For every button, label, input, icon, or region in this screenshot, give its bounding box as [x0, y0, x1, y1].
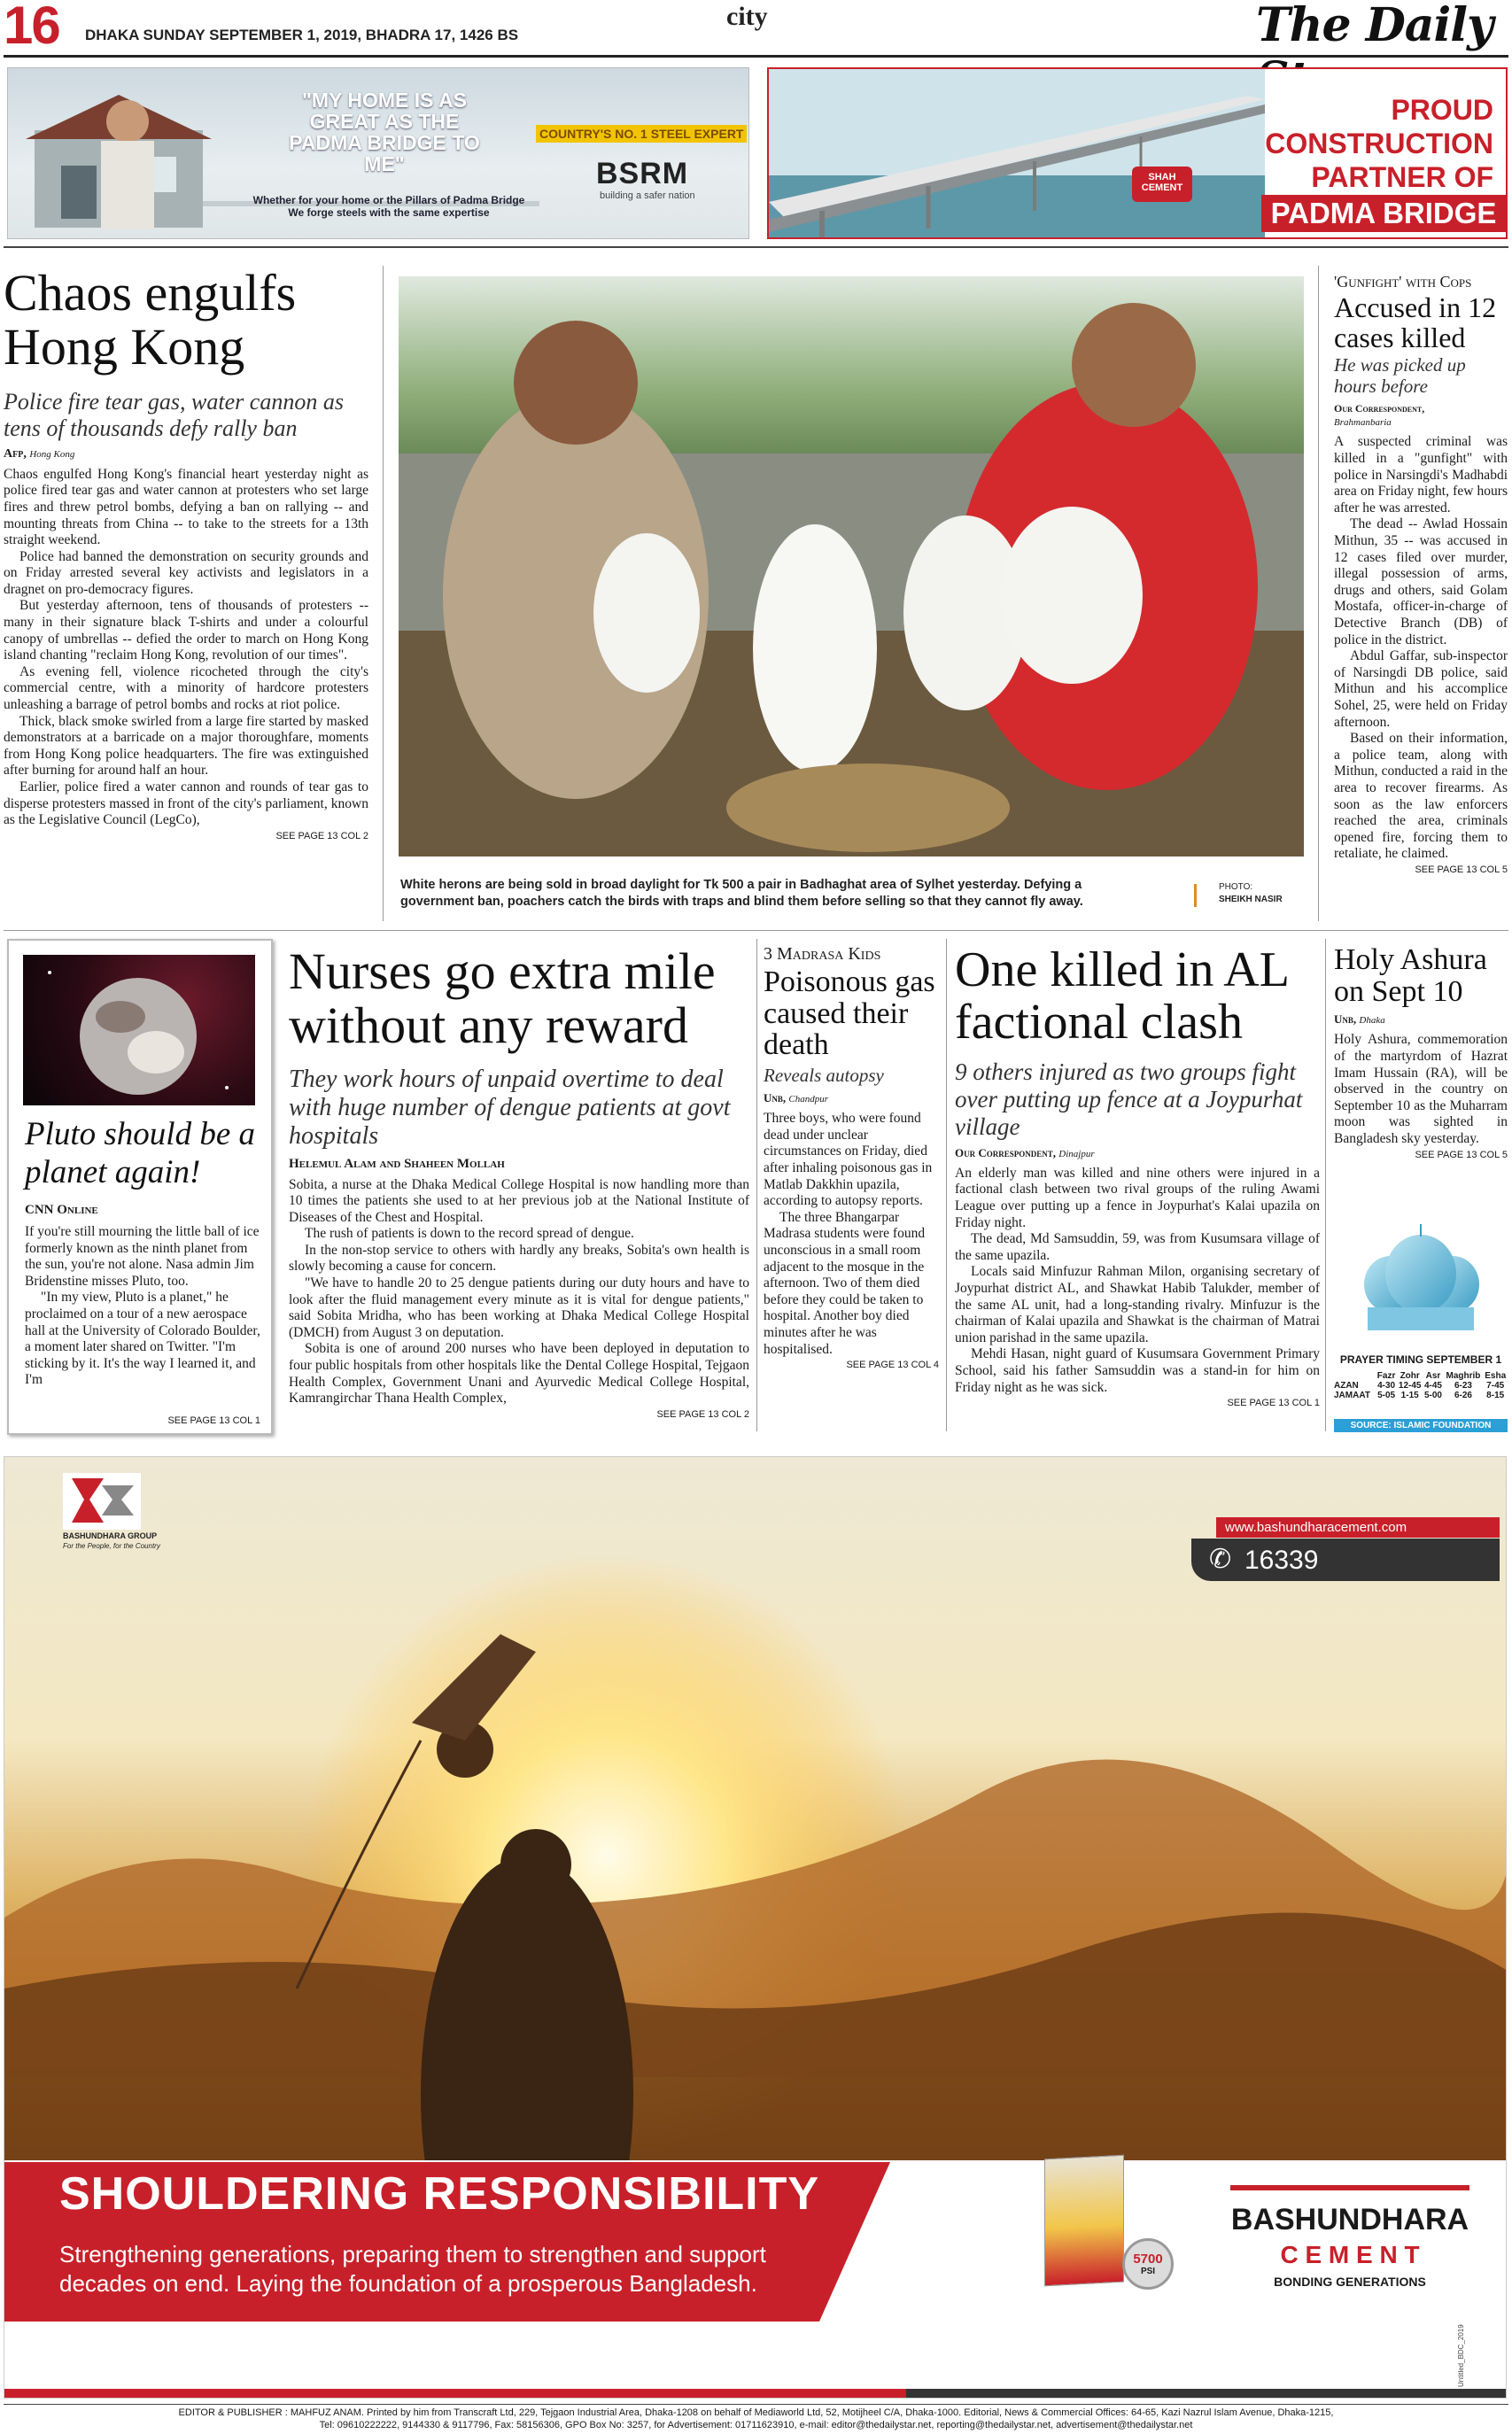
madrasa-see-page[interactable]: SEE PAGE 13 COL 4	[846, 1360, 939, 1371]
hk-headline[interactable]: Chaos engulfs Hong Kong	[4, 264, 297, 376]
byline-place: Dinajpur	[1058, 1148, 1095, 1159]
prayer-cell: JAMAAT	[1334, 1391, 1370, 1400]
heron-photo	[399, 276, 1304, 857]
psi-badge	[1122, 2238, 1174, 2290]
section-name: city	[726, 2, 768, 31]
ad-brand-tag: BONDING GENERATIONS	[1274, 2275, 1426, 2289]
shah-cement-ad[interactable]	[767, 67, 1508, 239]
planet-illustration	[23, 955, 255, 1105]
bashundhara-group-name: BASHUNDHARA GROUP	[63, 1531, 158, 1540]
gunfight-deck: He was picked up hours before	[1334, 354, 1466, 398]
photo-illustration	[399, 276, 1304, 857]
shah-line1: PROUD	[1391, 94, 1493, 126]
prayer-cell: 12-45	[1398, 1381, 1422, 1391]
shah-line4: PADMA BRIDGE	[1261, 195, 1506, 232]
ad-subtext: Strengthening generations, preparing them to strengthen and support decades on end. Laying the foundation of a prosperous Bangladesh.	[59, 2241, 766, 2297]
prayer-header-row	[1334, 1371, 1508, 1381]
column-rule	[1325, 939, 1326, 1431]
madrasa-kicker: 3 Madrasa Kids	[764, 944, 881, 964]
paragraph: Based on their information, a police team, along with Mithun, conducted a raid in the area to recover firearms. As soon as the law enforcers reached the area, criminals opened fire, forcing them to retaliate, he claimed.	[1334, 731, 1508, 862]
byline-agency: Our Correspondent,	[1334, 402, 1425, 415]
paragraph: Mehdi Hasan, night guard of Kusumsara Government Primary School, said his father Samsuddin was a stand-in for him on Friday night as he was sick.	[955, 1346, 1320, 1395]
prayer-row	[1334, 1391, 1508, 1400]
ashura-story	[1334, 944, 1508, 1160]
divider	[4, 246, 1508, 248]
prayer-cell: 4-45	[1423, 1381, 1442, 1391]
nurses-see-page[interactable]: SEE PAGE 13 COL 2	[656, 1408, 749, 1420]
paragraph: If you're still mourning the little ball of ice formerly known as the ninth planet from the sun, you're not alone. Nasa admin Jim Bridenstine misses Pluto, too.	[25, 1224, 260, 1289]
prayer-cell: 7-45	[1486, 1381, 1505, 1391]
bsrm-brand-sub: building a safer nation	[600, 190, 695, 201]
prayer-cell: 1-15	[1400, 1391, 1419, 1400]
bashundhara-group-logo	[63, 1473, 141, 1530]
footer-imprint-line1: EDITOR & PUBLISHER : MAHFUZ ANAM. Printed by him from Transcraft Ltd, 229, Tejgaon Industrial Area, Dhaka-1208 on behalf of Mediaworld Ltd, 52, Motijheel C/A, Dhaka-1000. Editorial, News & Commercial Offices: 64-65, Kazi Nazrul Islam Avenue, Dhaka-1215,	[178, 2407, 1334, 2418]
gunfight-story	[1334, 273, 1508, 875]
hk-deck: Police fire tear gas, water cannon as tens of thousands defy rally ban	[4, 388, 344, 441]
paragraph: The dead, Md Samsuddin, 59, was from Kusumsara village of the same upazila.	[955, 1231, 1320, 1263]
column-rule	[1318, 266, 1319, 921]
prayer-cell: 8-15	[1486, 1391, 1505, 1400]
al-clash-body	[955, 1166, 1320, 1396]
cement-bag-image	[1044, 2155, 1124, 2287]
gunfight-body	[1334, 434, 1508, 862]
byline-agency: Afp,	[4, 446, 27, 461]
psi-value: 5700	[1133, 2252, 1163, 2267]
caption-bar	[1194, 884, 1197, 907]
paragraph: Holy Ashura, commemoration of the martyrdom of Hazrat Imam Hussain (RA), will be observed in the country on September 10 as the Muharram moon was sighted in Bangladesh sky yesterday.	[1334, 1032, 1508, 1146]
footer-imprint-line2: Tel: 09610222222, 9144330 & 9117796, Fax: 58156306, GPO Box No: 3257, for Advertisement: 01711623910, e-mail: editor@thedailystar.net, reporting@thedailystar.net, advertisement@thedailystar.net	[319, 2420, 1193, 2430]
prayer-cell: AZAN	[1334, 1381, 1359, 1391]
byline-agency: Our Correspondent,	[955, 1145, 1057, 1159]
prayer-source: SOURCE: ISLAMIC FOUNDATION	[1334, 1419, 1508, 1432]
paragraph: Locals said Minfuzur Rahman Milon, organising secretary of Joypurhat district AL, and Shawkat Habib Talukder, member of the same AL unit, had a long-standing rivalry. Minfuzur is the chairman of Kalai upazila and Shawkat is the chairman of Matrai union parishad in the same upazila.	[955, 1264, 1320, 1345]
al-clash-see-page[interactable]: SEE PAGE 13 COL 1	[1227, 1398, 1320, 1409]
bashundhara-group-tag: For the People, for the Country	[63, 1542, 160, 1550]
ashura-headline[interactable]: Holy Ashura on Sept 10	[1334, 943, 1487, 1008]
bashundhara-cement-ad[interactable]	[4, 1456, 1507, 2399]
al-clash-story	[955, 944, 1320, 1408]
ad-headline: SHOULDERING RESPONSIBILITY	[59, 2168, 820, 2220]
ad-url[interactable]: www.bashundharacement.com	[1216, 1517, 1500, 1538]
al-clash-headline[interactable]: One killed in AL factional clash	[955, 942, 1288, 1050]
hk-body	[4, 467, 368, 829]
pluto-body	[25, 1224, 260, 1389]
ashura-body	[1334, 1032, 1508, 1147]
column-rule	[756, 939, 757, 1431]
prayer-cell: 5-00	[1423, 1391, 1442, 1400]
ashura-see-page[interactable]: SEE PAGE 13 COL 5	[1415, 1149, 1508, 1160]
ad-brand-cement: C E M E N T	[1280, 2241, 1420, 2268]
ad-hotline[interactable]	[1191, 1539, 1500, 1581]
prayer-header-cell: Maghrib	[1446, 1371, 1481, 1381]
pluto-headline[interactable]: Pluto should be a planet again!	[25, 1116, 256, 1190]
shah-line2: CONSTRUCTION	[1265, 128, 1493, 159]
bsrm-footer: Whether for your home or the Pillars of Padma Bridge We forge steels with the same expertise	[252, 194, 525, 219]
paragraph: Sobita, a nurse at the Dhaka Medical College Hospital is now handling more than 10 times the patients she used to at her previous job at the National Institute of Diseases of the Chest and Hospital.	[289, 1176, 749, 1225]
gunfight-headline[interactable]: Accused in 12 cases killed	[1334, 291, 1497, 353]
prayer-table	[1334, 1371, 1508, 1400]
bsrm-tag: COUNTRY'S NO. 1 STEEL EXPERT	[536, 125, 747, 143]
hk-see-page[interactable]: SEE PAGE 13 COL 2	[275, 830, 368, 841]
prayer-title: PRAYER TIMING SEPTEMBER 1	[1339, 1353, 1502, 1366]
byline-agency: Unb,	[764, 1091, 787, 1105]
pluto-byline: CNN Online	[25, 1203, 98, 1217]
paragraph: An elderly man was killed and nine others were injured in a factional clash between two rival groups of the ruling Awami League over putting up a fence in Joypurhat's Kalai upazila on Friday night.	[955, 1165, 1320, 1230]
ad-side-code: Untitled_BDC_2019	[1457, 2324, 1465, 2387]
bsrm-ad[interactable]	[7, 67, 749, 239]
masthead-rule	[4, 55, 1508, 58]
prayer-cell: 6-26	[1454, 1391, 1472, 1400]
paragraph: In the non-stop service to others with hardly any breaks, Sobita's own health is slowly becoming a cause for concern.	[289, 1242, 749, 1275]
prayer-header-cell: Fazr	[1376, 1371, 1396, 1381]
paragraph: Abdul Gaffar, sub-inspector of Narsingdi DB police, said Mithun and his accomplice Sohel, 25, were held on Friday afternoon.	[1334, 648, 1508, 730]
prayer-cell: 6-23	[1454, 1381, 1472, 1391]
prayer-cell: 4-30	[1377, 1381, 1396, 1391]
photo-credit-label: PHOTO:	[1219, 882, 1253, 892]
nurses-headline[interactable]: Nurses go extra mile without any reward	[289, 942, 716, 1055]
ad-bottom-stripe	[4, 2389, 1507, 2398]
prayer-timing-box	[1334, 1210, 1508, 1437]
madrasa-deck: Reveals autopsy	[764, 1065, 884, 1087]
ashura-byline	[1334, 1012, 1508, 1027]
madrasa-body	[764, 1111, 939, 1358]
bsrm-brand: BSRM	[596, 157, 689, 190]
paragraph: Three boys, who were found dead under unclear circumstances on Friday, died after inhaling poisonous gas in Matlab Dakkhin upazila, according to autopsy reports.	[764, 1111, 933, 1209]
al-clash-deck: 9 others injured as two groups fight over putting up fence at a Joypurhat village	[955, 1058, 1303, 1140]
padma-bridge-illustration	[769, 69, 1265, 237]
nurses-deck: They work hours of unpaid overtime to deal with huge number of dengue patients at govt hospitals	[289, 1065, 731, 1151]
photo-caption: White herons are being sold in broad daylight for Tk 500 a pair in Badhaghat area of Sylhet yesterday. Defying a government ban, poachers catch the birds with traps and blind them before selling so that they cannot fly away.	[400, 878, 1083, 909]
paragraph: The three Bhangarpar Madrasa students were found unconscious in a small room adjacent to the mosque in the afternoon. Two of them died before they could be taken to hospital. Another boy died minutes after he was hospitalised.	[764, 1209, 926, 1357]
page-number: 16	[4, 0, 59, 55]
hotline-number: 16339	[1244, 1546, 1319, 1575]
bsrm-slogan: "MY HOME IS AS GREAT AS THE PADMA BRIDGE TO ME"	[289, 89, 480, 176]
prayer-header-cell	[1334, 1371, 1376, 1381]
ad-brand-block	[1230, 2185, 1469, 2300]
pluto-see-page[interactable]: SEE PAGE 13 COL 1	[167, 1415, 260, 1426]
pluto-box	[7, 939, 273, 1435]
column-rule	[946, 939, 947, 1431]
madrasa-story	[764, 944, 939, 1370]
shah-cement-logo: SHAH CEMENT	[1141, 172, 1183, 194]
gunfight-byline	[1334, 402, 1508, 429]
nurses-byline: Helemul Alam and Shaheen Mollah	[289, 1156, 505, 1171]
prayer-cell: 5-05	[1377, 1391, 1396, 1400]
paragraph: Thick, black smoke swirled from a large fire started by masked demonstrators at a barricade on a major thoroughfare, moments from Hong Kong police headquarters. The fire was extinguished after burning for around half an hour.	[4, 713, 368, 779]
divider	[4, 930, 1508, 931]
gunfight-kicker: 'Gunfight' with Cops	[1334, 273, 1472, 291]
madrasa-byline	[764, 1091, 939, 1105]
gunfight-see-page[interactable]: SEE PAGE 13 COL 5	[1415, 864, 1508, 875]
mosque-domes-icon	[1355, 1210, 1486, 1336]
paragraph: Chaos engulfed Hong Kong's financial heart yesterday night as police fired tear gas and water cannon at protesters who set large fires and threw petrol bombs, defying a ban on rallying -- and mounting threats from China -- to take to the streets for a 13th straight weekend.	[4, 466, 368, 548]
phone-icon: ✆	[1209, 1545, 1232, 1574]
hong-kong-story	[4, 266, 368, 841]
madrasa-headline[interactable]: Poisonous gas caused their death	[764, 965, 935, 1062]
column-rule	[383, 266, 384, 921]
paragraph: The rush of patients is down to the record spread of dengue.	[305, 1226, 634, 1242]
footer-rule	[4, 2404, 1508, 2405]
prayer-header-cell: Zohr	[1400, 1371, 1420, 1381]
newspaper-logo: The Daily	[1256, 0, 1493, 52]
shah-line3: PARTNER OF	[1311, 161, 1493, 193]
byline-place: Brahmanbaria	[1334, 417, 1392, 429]
al-clash-byline	[955, 1146, 1320, 1160]
paragraph: But yesterday afternoon, tens of thousands of protesters -- many in their signature black T-shirts and under a colourful canopy of umbrellas -- defied the order to march on Hong Kong island chanting "reclaim Hong Kong, revolution of our times".	[4, 598, 368, 663]
paragraph: As evening fell, violence ricocheted through the city's commercial centre, with a minority of hardcore protesters unleashing a barrage of petrol bombs and rocks at riot police.	[4, 663, 368, 713]
paragraph: Earlier, police fired a water cannon and rounds of tear gas to disperse protesters massed in front of the city's parliament, known as the Legislative Council (LegCo),	[4, 779, 368, 828]
group-logo-icon	[63, 1473, 141, 1530]
paragraph: "We have to handle 20 to 25 dengue patients during our duty hours and have to look after the fluid management every minute as it is vital for dengue patients," said Sobita Mridha, who has been working at Dhaka Medical College Hospital (DMCH) from August 3 on deputation.	[289, 1275, 749, 1340]
prayer-header-cell: Asr	[1425, 1371, 1441, 1381]
byline-agency: Unb,	[1334, 1012, 1357, 1027]
psi-unit: PSI	[1140, 2267, 1156, 2276]
prayer-header-cell: Esha	[1485, 1371, 1507, 1381]
byline-place: Dhaka	[1359, 1015, 1385, 1027]
nurses-story	[289, 944, 749, 1420]
byline-place: Hong Kong	[29, 448, 75, 460]
nurses-body	[289, 1177, 749, 1407]
paragraph: Police had banned the demonstration on security grounds and on Friday arrested several key activists and legislators in a dragnet on pro-democracy figures.	[4, 548, 368, 597]
dateline: DHAKA SUNDAY SEPTEMBER 1, 2019, BHADRA 17, 1426 BS	[85, 27, 519, 43]
photo-credit: SHEIKH NASIR	[1219, 895, 1283, 904]
paragraph: A suspected criminal was killed in a "gunfight" with police in Narsingdi's Madhabdi area on Friday night, few hours after he was arrested.	[1334, 434, 1508, 515]
prayer-row	[1334, 1381, 1508, 1391]
byline-place: Chandpur	[788, 1094, 829, 1105]
paragraph: The dead -- Awlad Hossain Mithun, 35 -- was accused in 12 cases filed over murder, illegal possession of arms, drugs and others, said Golam Mostafa, officer-in-charge of Detective Branch (DB) of police in the district.	[1334, 516, 1508, 647]
paragraph: "In my view, Pluto is a planet," he proclaimed on a tour of a new aerospace hall at the University of Colorado Boulder, a moment later shared on Twitter. "I'm sticking by it. It's the way I learned it, and I'm	[25, 1290, 260, 1388]
pluto-image	[23, 955, 255, 1105]
hk-byline	[4, 447, 368, 461]
paragraph: Sobita is one of around 200 nurses who have been deployed in deputation to four public hospitals from other hospitals like the Dental College Hospital, Tejgaon Health Complex, Government Unani and Ayurvedic Medical College Hospital, Kamrangirchar Thana Health Complex,	[289, 1341, 749, 1407]
ad-brand-name: BASHUNDHARA	[1230, 2203, 1469, 2236]
